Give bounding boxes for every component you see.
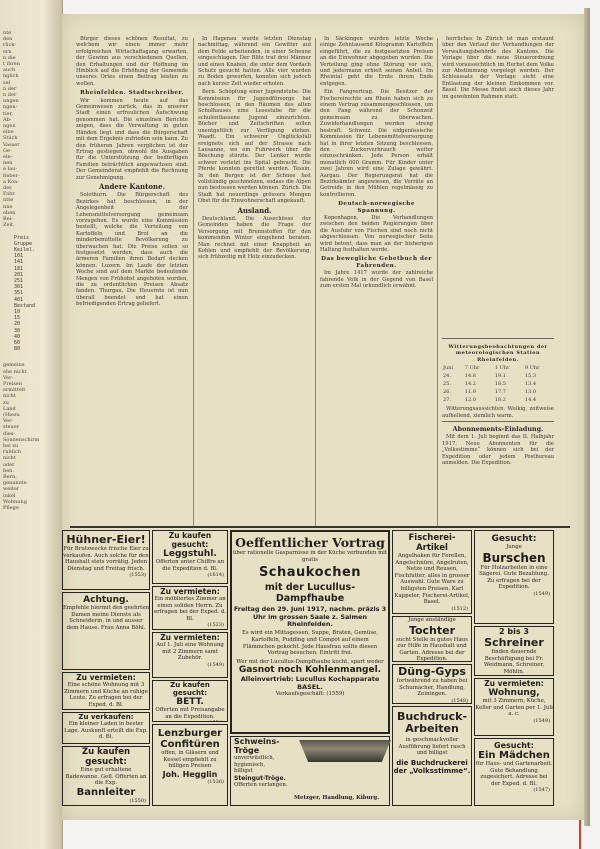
facing-page-line: Zeit,: [3, 222, 15, 229]
facing-page-figure: 101: [14, 253, 24, 260]
ad-gesucht-burschen: [474, 530, 554, 624]
ad-text: mit 3 Zimmern, Küche, Keller und Garten per 1. Juli a. c.: [475, 698, 553, 718]
facing-page-line: n der: [3, 85, 17, 92]
weather-row: [442, 372, 554, 380]
facing-page-line: gemeine: [3, 362, 25, 369]
ad-text: Ein kleiner Laden in bester Lage. Auskunft erteilt die Exp. d. Bl.: [64, 721, 148, 741]
facing-page-line: ungen: [3, 98, 19, 105]
ad-buchdruck-arbeiten: [392, 706, 472, 806]
ad-reference: (1548): [451, 697, 468, 704]
weather-note: Witterungsaussichten. Wolkig, zeitweise aufhellend, ziemlich warm.: [442, 406, 554, 419]
facing-page-figure: Preis: [14, 234, 30, 241]
weather-header-cell: 9 Uhr: [524, 365, 540, 372]
facing-page-figure: 60: [14, 339, 21, 346]
ad-headline: Burschen: [482, 550, 546, 565]
ad-zu-vermieten-2: [152, 586, 228, 630]
facing-page-line: n die: [3, 54, 16, 61]
ad-title: Düng-Gyps: [398, 665, 466, 678]
article-text: Solothurn. Die Bürgerschaft des Bezirkes hat beschlossen, in der Angelegenheit der Lebensmittelversorgung gemeinsam vorzugehen. Es wurde eine Kommission bestellt, welche die Verteilung von Kartoffeln und Brot an die minderbemittelte Bevölkerung zu überwachen hat. Die Preise sollen so festgesetzt werden, dass auch die ärmeren Familien ihren Bedarf decken können. Luzern. Im Laufe der letzten Woche sind auf dem Markte bedeutende Mengen von Frühobst angeboten worden, die zu ordentlichen Preisen Absatz fanden. Thurgau. Die Heuernte ist nun überall beendet und hat einen befriedigenden Ertrag geliefert.: [76, 192, 188, 308]
ad-reference: (1550): [129, 797, 146, 804]
facing-page-line: Fabr.: [3, 191, 16, 198]
facing-page-figures: [0, 235, 62, 353]
weather-row: [442, 396, 554, 404]
ad-text: Offerten mit Preisangabe an die Expedition.: [155, 707, 225, 720]
ad-title: Achtung.: [83, 595, 129, 605]
facing-page-figure: Gruppe: [14, 240, 33, 247]
ad-text: Eine gut erhaltene Badewanne. Gefl. Offerten an die Exp.: [65, 767, 147, 787]
weather-header-cell: Juni: [443, 365, 454, 372]
facing-page-line: nglich: [3, 73, 19, 80]
ad-text: Angelhaken für Forellen, Angelschnüre, Angelruten, Netze und Reusen, Fischfutter, alles in grosser Auswahl. Gute Ware zu billigsten Preisen. Karl Kappeler, Fischerei-Artikel, Basel.: [394, 553, 470, 606]
column-1: [76, 36, 188, 522]
subscription-heading: Abonnements-Einladung.: [452, 425, 544, 434]
facing-page-line: n der: [3, 92, 17, 99]
ad-title: Zu vermieten:: [160, 633, 220, 642]
ad-title: Buchdruck-Arbeiten: [396, 710, 468, 735]
ad-schreiner: [474, 626, 554, 676]
facing-page-line: a Kon-: [3, 178, 20, 185]
facing-page-figure: Keilel.: [14, 246, 36, 253]
weather-cell: 14.2: [464, 381, 476, 388]
ad-shop-name: Metzger, Handlung, Kiburg.: [294, 795, 379, 802]
weather-cell: 14.4: [524, 397, 537, 404]
article-text: Kopenhagen. Die Verhandlungen zwischen den beiden Regierungen über die Ausfuhr von Fischen sind noch nicht abgeschlossen. Von norwegischer Seite wird betont, dass man an der bisherigen Haltung festhalten werde.: [320, 214, 433, 253]
ad-reference: [153, 720, 227, 722]
facing-page-figure: 10: [14, 308, 21, 315]
weather-cell: 15.3: [524, 373, 537, 380]
page-stack-edge: [584, 8, 590, 826]
ad-text-2: Offerten verlangen.: [234, 781, 288, 788]
ad-title: Tochter: [408, 623, 456, 637]
facing-page-line: t ihren: [3, 61, 20, 68]
facing-page-line: ern: [3, 48, 12, 55]
scanner-marker: [579, 820, 581, 849]
facing-page-line: tier,: [3, 110, 13, 117]
facing-page-line: e lau-: [3, 166, 18, 173]
ad-title: Zu verkaufen:: [78, 713, 134, 721]
facing-page-line: Preisen: [3, 380, 23, 387]
facing-page-line: Vasser: [3, 141, 20, 148]
facing-page-line: den: [3, 36, 13, 43]
ad-title: Zu kaufen gesucht:: [81, 747, 131, 767]
ad-product: mit der Lucullus-Dampfhaube: [264, 582, 356, 605]
ad-zu-verkaufen: [62, 712, 150, 744]
ad-bett: [152, 680, 228, 722]
facing-page-line: Ver-: [3, 374, 14, 381]
ad-dealer: Alleinvertrieb: Lucullus Kochapparate BASEL.: [240, 675, 380, 692]
facing-page-line: nicht: [3, 393, 16, 400]
ad-title: Schweins-Tröge: [234, 737, 280, 755]
article-text: In Säckingen wurden letzte Woche einige Zehntausend Kilogramm Kartoffeln eingeführt, die zu festgesetzten Preisen an die Einwohner abgegeben wurden. Die Verteilung ging ohne Störung vor sich, und jedermann erhielt seinen Anteil. Im Rheintal geht die Ernte ihrem Ende entgegen.: [320, 36, 433, 87]
ad-text: Für Brutzwecke frische Eier zu verkaufen. Auch solche für den Haushalt stets vorrätig. Jeden Dienstag und Freitag frisch.: [63, 546, 149, 572]
weather-cell: 17.7: [494, 389, 506, 396]
facing-page-figure: 301: [14, 284, 24, 291]
article-text: Deutschland. Die Ausschüsse der Gemeinden haben die Frage der Versorgung mit Brennstoffen für den kommenden Winter eingehend beraten. Man rechnet mit einer Knappheit an Kohlen und empfiehlt der Bevölkerung, sich frühzeitig mit Holz einzudecken.: [198, 215, 311, 261]
trough-illustration: [299, 740, 391, 762]
article-text: Bern. Schöpfung einer Jugendstube. Die Kommission für Jugendfürsorge hat beschlossen, in den Räumen des alten Schulhauses eine Lesestube für die schulentlassene Jugend einzurichten. Bücher und Zeitschriften sollen unentgeltlich zur Verfügung stehen. Waadt. Ein schwerer Unglücksfall ereignete sich auf der Strasse nach Lausanne, wo ein Fuhrwerk über die Böschung stürzte. Der Lenker wurde schwer verletzt ins Spital gebracht. Die Pferde konnten gerettet werden. Tessin. In den Bergen ist der Schnee fast vollständig geschmolzen, sodass die Alpen nun bestossen werden können. Zürich. Die Stadt hat neuerdings grössere Mengen Obst für die Einwohnerschaft angekauft.: [198, 89, 311, 205]
facing-page-edge: [0, 0, 63, 849]
facing-page-line: (Hiezu: [3, 411, 20, 418]
facing-page-line: sel: [3, 79, 11, 86]
ad-title: Zu vermieten:: [160, 587, 220, 596]
ad-oeffentlicher-vortrag: [230, 530, 390, 734]
facing-page-line: oben: [3, 209, 16, 216]
facing-page-line: Stück: [3, 135, 18, 142]
ad-title: Oeffentlicher Vortrag: [235, 535, 385, 550]
weather-header-cell: 1 Uhr: [494, 365, 510, 372]
ad-achtung: [62, 592, 150, 670]
ad-title: Gesucht:: [491, 534, 537, 544]
ad-zu-vermieten-1: [62, 672, 150, 710]
weather-cell: 24.: [443, 373, 451, 380]
ad-shop-name: Joh. Hegglin: [162, 769, 218, 779]
ad-title: Hühner-Eier!: [66, 533, 146, 546]
subscription-text: Mit dem 1. Juli beginnt das II. Halbjahr 1917. Neue Abonnenten für die „Volksstimme“ können sich bei der Expedition oder jedem Postbureau anmelden. Die Expedition.: [442, 434, 554, 467]
ad-text: Für Holzarbeiten in eine Sägerei. Gute Bezahlung. Zu erfragen bei der Expedition.: [479, 564, 549, 591]
ad-text: offen, in Gläsern und Kessel empfiehlt zu billigen Preisen: [161, 750, 219, 770]
facing-page-figure: 20: [14, 321, 21, 328]
weather-box: [442, 338, 554, 422]
facing-page-line: nen: [3, 160, 13, 167]
ad-text: Ein möbliertes Zimmer an einen soliden Herrn. Zu erfragen bei der Exped. d. Bl.: [153, 596, 227, 622]
weather-cell: 12.0: [464, 397, 476, 404]
ad-text: Empfehle hiermit den geehrten Damen meine Dienste als Schneiderin, in und ausser dem Hause. Frau Anna Böhl.: [63, 605, 149, 631]
facing-page-line: Bern,: [3, 474, 17, 481]
facing-page-figure: 30: [14, 327, 21, 334]
ad-headline: Schaukochen: [258, 565, 362, 581]
ad-title: Zu vermieten:: [76, 673, 136, 682]
ad-shop-name: die Buchdruckerei der „Volksstimme“.: [393, 758, 471, 775]
ad-tochter: [392, 616, 472, 662]
facing-page-figure: 251: [14, 277, 24, 284]
ad-reference: (1553): [129, 572, 146, 579]
facing-page-line: nte: [3, 30, 12, 36]
facing-page-line: bei zu: [3, 443, 19, 449]
facing-page-line: fieber-: [3, 172, 20, 179]
weather-header-row: [442, 364, 554, 372]
ad-hint: Wer mit der Lucullus-Dampfhaube kocht, spart weder: [236, 658, 384, 665]
facing-page-line: inkel: [3, 492, 16, 499]
column-rule: [193, 38, 194, 526]
facing-page-figure: 401: [14, 296, 24, 303]
ad-title: Zu vermieten:: [484, 679, 544, 688]
article-text: herrliches In Zürich ist man erstaunt über den Verlauf der Verhandlungen der Verwaltungsbehörde des Kantons. Die Vorlage über die neue Steuerordnung wird voraussichtlich im Herbst dem Volke zur Abstimmung vorgelegt werden. Der Schlusssatz der Vorlage sieht eine Entlastung der kleinen Einkommen vor. Basel. Die Messe findet auch dieses Jahr im gewohnten Rahmen statt.: [442, 36, 554, 100]
ad-sub: Junge: [506, 544, 522, 550]
ad-reference: (1549): [533, 717, 550, 724]
facing-page-figure: 80: [14, 346, 21, 353]
facing-page-line: ntte: [3, 197, 14, 204]
facing-page-line: weiter: [3, 486, 20, 493]
weather-cell: 14.8: [464, 373, 476, 380]
facing-page-line: hen.: [3, 467, 14, 474]
ad-reference: (1523): [207, 622, 224, 629]
facing-page-line: Ge-: [3, 147, 12, 154]
ads-separator: [70, 526, 570, 528]
facing-page-line: ermittelt: [3, 387, 26, 394]
facing-page-line: oder: [3, 461, 15, 468]
article-text: Bürger dieses schönen Resultat, zu welchem wir einen immer mehr erfolgreichen Wirtschaftsgang erwarten, der Gewinn aus verschiedenen Quellen, den Erhaltungen und der Hoffnung im Hinblick auf die Erhöhung der Gemeinde unseres Ortes einen Beitrag leisten zu wollen.: [76, 36, 188, 87]
ad-title: Zu kaufen gesucht:: [170, 681, 210, 697]
ad-text: für Haus- und Gartenarbeit. Gute Behandlung zugesichert. Adresse bei der Exped. d. Bl.: [475, 761, 553, 787]
ad-reference: Verkaufsgeschäft: (1559): [275, 691, 345, 698]
ad-headline: Schreiner: [484, 636, 544, 649]
facing-page-lower-text: [0, 362, 62, 511]
column-4: [442, 36, 554, 522]
weather-cell: 26.: [443, 389, 451, 396]
ad-title: Gesucht:: [494, 741, 534, 750]
facing-page-figure: Bestand: [14, 302, 36, 309]
ad-title: Zu kaufen gesucht:: [168, 531, 212, 549]
weather-cell: 18.5: [494, 381, 506, 388]
facing-page-figure: 141: [14, 259, 24, 266]
ad-text: sucht Stelle in gutes Haus zur Hilfe in Haushalt und Garten. Adresse bei der Expedition.: [396, 636, 468, 662]
ad-title: Lenzburger Confitüren: [157, 728, 223, 750]
facing-page-line: eine: [3, 129, 14, 136]
facing-page-line: nne: [3, 203, 13, 210]
weather-row: [442, 380, 554, 388]
ad-slogan: Gasnot noch Kohlenmangel.: [238, 665, 382, 676]
article-text: Ein Fangvertrag. Die Besitzer der Fischereirechte am Rhein haben sich zu einem Vertrag zusammengeschlossen, um den Fang während der Schonzeit gemeinsam zu überwachen. Zuwiderhandlungen werden streng bestraft. Schweiz. Die eidgenössische Kommission für Lebensmittelversorgung hat in ihrer letzten Sitzung beschlossen, den Zuckerverbrauch weiter einzuschränken. Jede Person erhält monatlich 600 Gramm. Für Kinder unter zwei Jahren wird eine Zulage gewährt. Aargau. Der Regierungsrat hat die Bezirksämter angewiesen, die Vorräte an Getreide in den Mühlen regelmässig zu kontrollieren.: [320, 89, 433, 198]
facing-page-line: nicht: [3, 455, 16, 462]
facing-page-figure: 201: [14, 271, 24, 278]
facing-page-line: Ver-: [3, 418, 14, 425]
facing-page-line: Rei-: [3, 216, 14, 223]
weather-cell: 13.4: [524, 381, 537, 388]
ad-item: Bannleiter: [76, 786, 136, 798]
newspaper-page: [62, 14, 584, 820]
ad-text: Offerten unter Chiffre an die Expedition d. Bl.: [155, 559, 225, 572]
facing-page-line: des: [3, 185, 12, 192]
ad-text: unverwüstlich, hygienisch, billigst: [234, 755, 275, 775]
ad-reference: (1547): [533, 787, 550, 794]
ad-item: Leggstuhl.: [163, 549, 217, 559]
weather-title: Witterungsbeobachtungen der meteorologischen Station Rheinfelden.: [448, 344, 548, 363]
ad-zu-vermieten-3: [152, 632, 228, 678]
ad-subtitle: über rationelle Gasparnisse in der Küche verbunden mit gratis: [232, 550, 388, 563]
facing-page-line: Sonnenschirm: [3, 436, 40, 443]
facing-page-line: ehe nicht: [3, 368, 27, 375]
weather-cell: 27.: [443, 397, 451, 404]
ad-text: fortwährend zu haben bei Schumacher, Handlung, Zeiningen.: [396, 678, 468, 698]
ad-zu-kaufen-gesucht: [62, 746, 150, 806]
ad-item: BETT.: [176, 697, 204, 707]
facing-page-line: ruhlich: [3, 449, 22, 456]
ad-text: Eine schöne Wohnung mit 3 Zimmern und Küche an ruhige Leute. Zu erfragen bei der Exped. d. Bl.: [64, 682, 148, 708]
column-2: [198, 36, 311, 522]
facing-page-figure: 181: [14, 265, 24, 272]
article-text: Wir kommen heute auf das Gemeinwesen zurück, das in unserer Stadt einen erfreulichen Aufschwung genommen hat. Die einzelnen Berichte zeigen, dass die Verwaltung in guten Händen liegt und dass die Bürgerschaft mit dem Ergebnis zufrieden sein kann. Zu den früheren Jahren verglichen ist der Ertrag gestiegen, obwohl die Ausgaben für die Unterstützung der bedürftigen Familien beträchtlich angewachsen sind. Der Gemeinderat empfiehlt die Rechnung zur Genehmigung.: [76, 97, 188, 181]
ad-dueng-gyps: [392, 664, 472, 704]
weather-cell: 19.1: [494, 373, 506, 380]
section-heading: Andere Kantone.: [98, 181, 166, 191]
weather-cell: 18.2: [494, 397, 506, 404]
ad-reference: (1536): [207, 778, 224, 785]
ad-title: 2 bis 3: [499, 627, 529, 636]
ad-maedchen: [474, 738, 554, 806]
facing-page-line: zu: [3, 399, 9, 406]
facing-page-figure: 15: [14, 315, 21, 322]
facing-page-line: steuer: [3, 424, 20, 431]
ad-text: Auf 1. Juli eine Wohnung mit 2 Zimmern samt Zubehör.: [156, 642, 224, 662]
section-heading: Ausland.: [237, 205, 272, 215]
ad-huehner-eier: [62, 530, 150, 590]
facing-page-line: Pflege: [3, 505, 19, 512]
article-text: In Hagenau wurde letzten Dienstag nachmittag, während ein Gewitter auf dem Felde arbeitenden, in einer Scheune eingeschlagen. Der Blitz traf drei Männer und einen Knaben, die unter dem Vordach Schutz gesucht hatten. Alle vier wurden zu Boden geworfen, konnten sich jedoch nach kurzer Zeit wieder erholen.: [198, 36, 311, 87]
weather-table: [442, 364, 554, 404]
ad-text: Es wird ein Mittagessen, Suppe, Braten, Gemüse, Kartoffeln, Pudding und Compot auf einem Flämmchen gekocht. Jede Hausfrau sollte diesen Vortrag besuchen. Eintritt frei.: [241, 630, 379, 657]
facing-page-line: ngen-: [3, 104, 18, 111]
ad-wohnung: [474, 678, 554, 736]
ad-text: finden dauernde Beschäftigung bei Fr. Weidmann, Schreiner, Möhlin.: [483, 649, 545, 675]
ad-leggstuhl: [152, 530, 228, 584]
facing-page-line: genannte: [3, 480, 27, 487]
ad-reference: (1549): [533, 590, 550, 597]
ad-text: in geschmackvoller Ausführung liefert rasch und billigst: [398, 737, 466, 757]
weather-cell: 25.: [443, 381, 451, 388]
section-subheading: Deutsch-norwegische Spannung.: [338, 201, 415, 214]
ad-headline: Wohnung,: [488, 688, 540, 698]
ad-lead: Junge anständige: [408, 617, 456, 623]
ad-reference: (1549): [207, 661, 224, 668]
article-text: Im Jahre 1417 wurde der zahlreiche fahrende Volk in der Gegend von Basel zum ersten Mal urkundlich erwähnt.: [320, 270, 433, 290]
weather-header-cell: 7 Uhr: [464, 365, 480, 372]
facing-page-line: ngen: [3, 123, 16, 130]
facing-page-line: ein-: [3, 154, 13, 161]
facing-page-line: rück-: [3, 42, 17, 49]
facing-page-figure: 351: [14, 290, 24, 297]
facing-page-line: auch: [3, 67, 16, 74]
weather-cell: 11.9: [464, 389, 476, 396]
ad-reference: (1512): [451, 605, 468, 612]
section-subheading: Das bewegliche Gebetbuch der Fahrenden.: [321, 256, 432, 269]
facing-page-line: Wohnung: [3, 498, 27, 505]
weather-cell: 13.0: [524, 389, 537, 396]
column-rule: [315, 38, 316, 526]
ad-lenzburger-confitueren: [152, 724, 228, 806]
column-3: [320, 36, 433, 522]
ad-date: Freitag den 29. Juni 1917, nachm. präzis 3 Uhr im grossen Saale z. Salmen Rheinfelden.: [233, 605, 387, 628]
facing-page-line: Land: [3, 405, 16, 412]
ad-reference: (1614): [207, 572, 224, 579]
facing-page-line: Ab-: [3, 116, 12, 123]
ad-fischerei-artikel: [392, 530, 472, 614]
ad-title: Fischerei-Artikel: [408, 533, 456, 553]
ad-headline: Ein Mädchen: [478, 750, 550, 761]
facing-page-figure: 40: [14, 333, 21, 340]
ad-item: Steingut-Tröge.: [234, 774, 286, 782]
section-subheading: Rheinfelden. Stadtschreiber.: [80, 90, 184, 97]
weather-row: [442, 388, 554, 396]
facing-page-text: [0, 0, 62, 229]
column-rule: [437, 38, 438, 526]
facing-page-line: dies-: [3, 430, 16, 437]
ad-reference: [475, 675, 553, 676]
